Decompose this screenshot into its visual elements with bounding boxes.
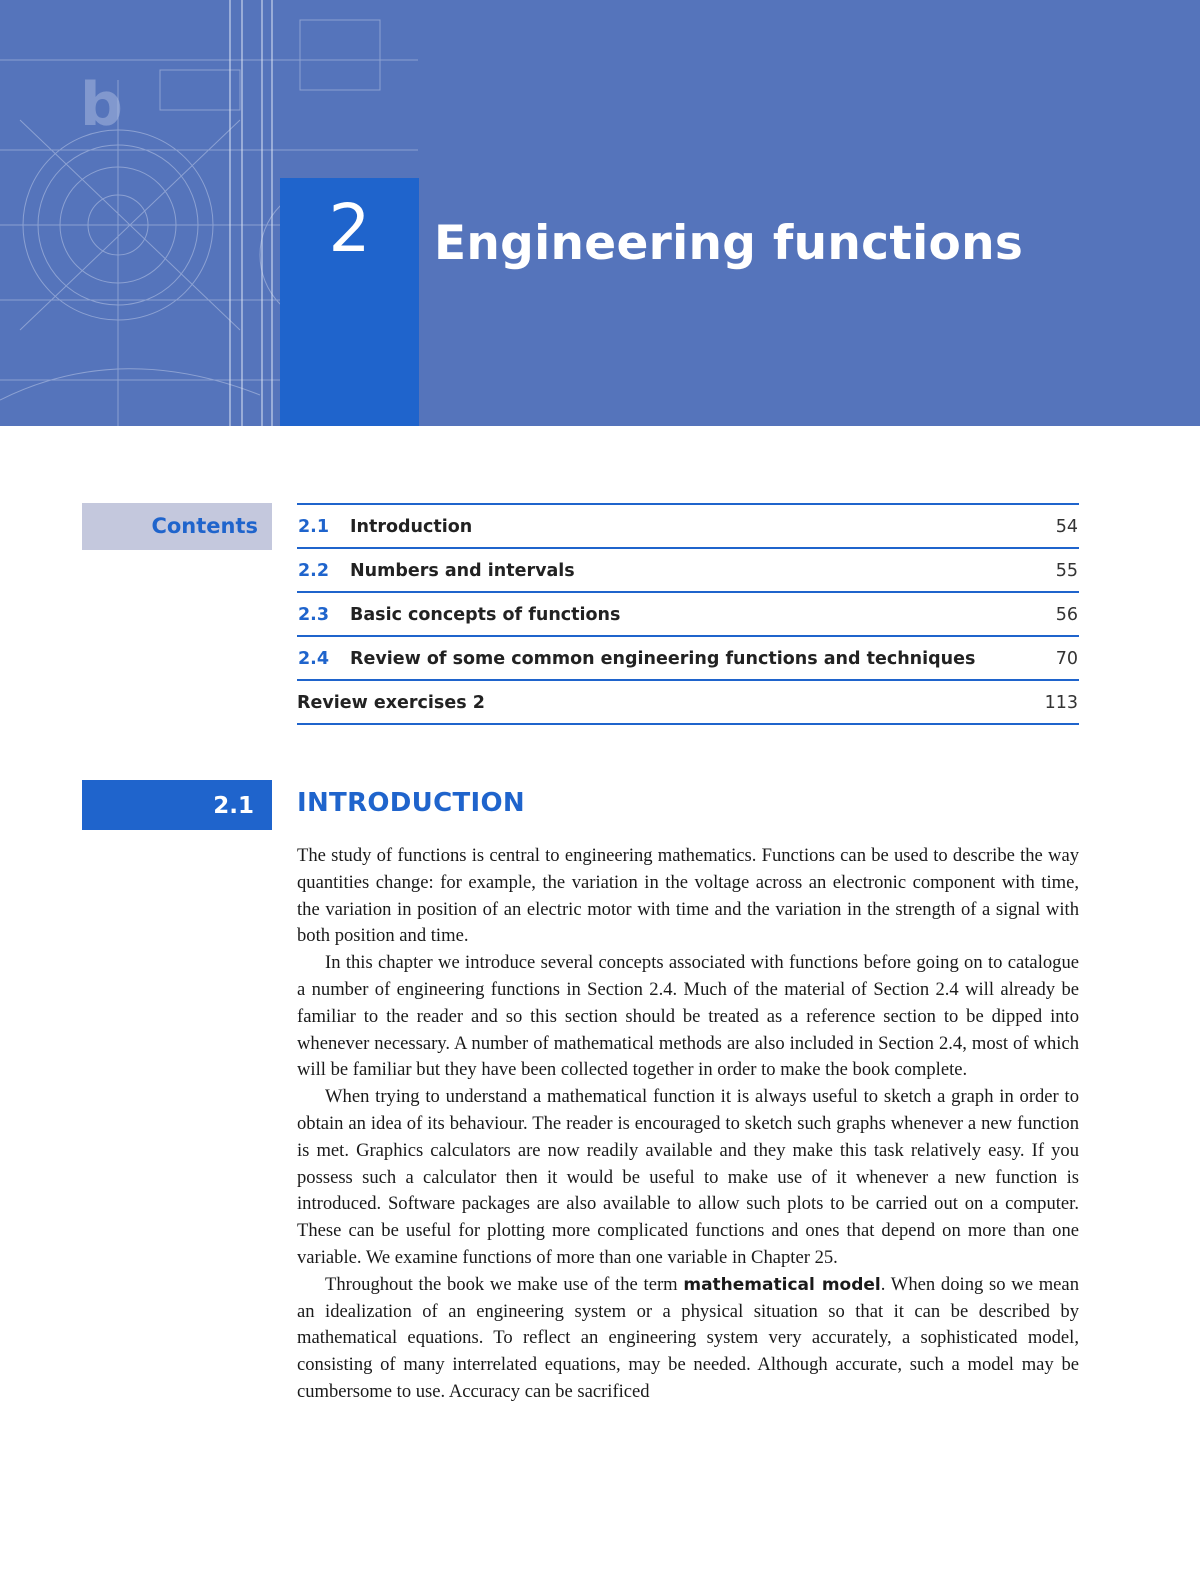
toc-page: 55: [1055, 561, 1078, 581]
toc-title: Numbers and intervals: [350, 561, 575, 581]
toc-row[interactable]: [297, 505, 1079, 549]
paragraph: [297, 1272, 1079, 1406]
section-body: [297, 843, 1079, 1406]
toc-page: 56: [1055, 605, 1078, 625]
toc-title: Basic concepts of functions: [350, 605, 621, 625]
table-of-contents: [297, 503, 1079, 725]
toc-title: Introduction: [350, 517, 473, 537]
paragraph: In this chapter we introduce several concepts associated with functions before going on to catalogue a number of engineering functions in Section 2.4. Much of the material of Section 2.4 will already be familiar to the reader and so this section should be treated as a reference section to be dipped into whenever necessary. A number of mathematical methods are also included in Section 2.4, most of which will be familiar but they have been collected together in order to make the book complete.: [297, 952, 1079, 1081]
toc-row-review[interactable]: [297, 681, 1079, 725]
chapter-header: [0, 0, 1200, 426]
section-number: 2.1: [82, 780, 272, 830]
chapter-number: 2: [328, 190, 371, 267]
section-title: INTRODUCTION: [297, 788, 525, 818]
paragraph-text: . When doing so we mean an idealization of an engineering system or a physical situation so that it can be described by mathematical equations. To reflect an engineering system very accurately, a sophisticated model, consisting of many interrelated equations, may be needed. Although accurate, such a model may be cumbersome to use. Accuracy can be sacrificed: [297, 1273, 1079, 1402]
svg-text:b: b: [80, 70, 123, 140]
toc-number: 2.1: [298, 517, 330, 537]
toc-page: 113: [1044, 693, 1078, 713]
toc-number: 2.2: [298, 561, 330, 581]
paragraph: When trying to understand a mathematical function it is always useful to sketch a graph in order to obtain an idea of its behaviour. The reader is encouraged to sketch such graphs whenever a new function is met. Graphics calculators are now readily available and they make this task relatively easy. If you possess such a calculator then it would be useful to make use of it whenever a new function is introduced. Software packages are also available to allow such plots to be carried out on a computer. These can be useful for plotting more complicated functions and ones that depend on more than one variable. We examine functions of more than one variable in Chapter 25.: [297, 1086, 1079, 1268]
toc-title: Review exercises 2: [297, 693, 485, 713]
contents-label: Contents: [82, 503, 272, 550]
paragraph-text: Throughout the book we make use of the term: [325, 1273, 684, 1295]
toc-page: 70: [1055, 649, 1078, 669]
paragraph: The study of functions is central to engineering mathematics. Functions can be used to describe the way quantities change: for example, the variation in the voltage across an electronic component with time, the variation in position of an electric motor with time and the variation in the strength of a signal with both position and time.: [297, 845, 1079, 947]
chapter-title: Engineering functions: [434, 216, 1024, 271]
term-emphasis: mathematical model: [683, 1274, 881, 1295]
toc-title: Review of some common engineering functions and techniques: [350, 649, 976, 669]
toc-row[interactable]: [297, 637, 1079, 681]
toc-page: 54: [1055, 517, 1078, 537]
toc-number: 2.3: [298, 605, 330, 625]
toc-row[interactable]: [297, 549, 1079, 593]
toc-row[interactable]: [297, 593, 1079, 637]
toc-number: 2.4: [298, 649, 330, 669]
